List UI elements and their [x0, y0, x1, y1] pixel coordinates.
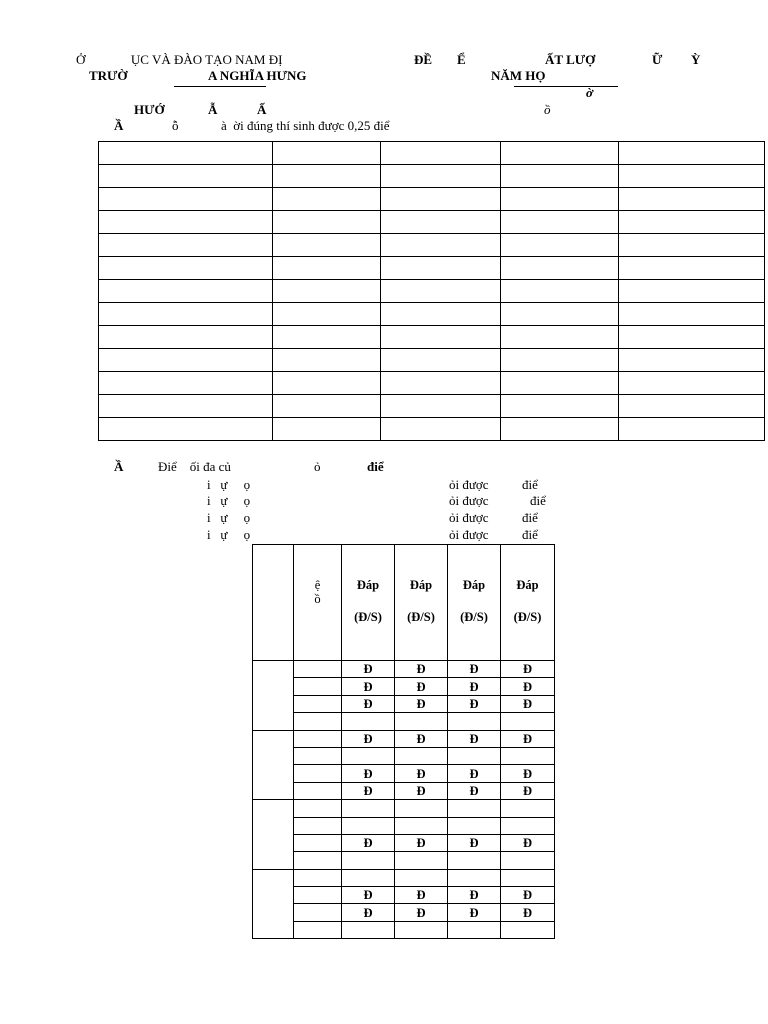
table-row	[253, 869, 555, 886]
table-row	[99, 418, 765, 441]
statement-cell	[294, 869, 342, 886]
rule-right: điể	[522, 477, 538, 492]
table-row	[99, 165, 765, 188]
answer-cell: Đ	[342, 695, 395, 712]
multiple-choice-answer-table	[98, 141, 765, 441]
answer-cell	[448, 869, 501, 886]
rule-left: i ự ọ	[207, 510, 251, 525]
answer-header-bottom: (Đ/S)	[460, 610, 488, 624]
rule-left: i ự ọ	[207, 493, 251, 508]
table-cell	[381, 142, 501, 165]
table-cell	[381, 188, 501, 211]
part2-text-b: ỏ	[314, 459, 321, 474]
statement-cell	[294, 661, 342, 678]
table-cell	[99, 257, 273, 280]
answer-header-top: Đáp	[462, 578, 486, 592]
answer-cell	[395, 869, 448, 886]
table-cell	[501, 303, 619, 326]
question-cell	[253, 869, 294, 939]
statement-cell	[294, 730, 342, 747]
answer-cell: Đ	[395, 887, 448, 904]
answer-cell	[501, 800, 555, 817]
table-row	[99, 303, 765, 326]
table-cell	[381, 395, 501, 418]
answer-header-top: Đáp	[409, 578, 433, 592]
answer-cell: Đ	[448, 730, 501, 747]
answer-cell	[395, 852, 448, 869]
exam-title-c: ẤT LƯỢ	[545, 52, 596, 67]
part1-text-b: à ời đúng thí sinh được 0,25 điể	[221, 118, 390, 133]
answer-header-cell	[501, 545, 555, 661]
table-row	[99, 211, 765, 234]
guide-title-c: Ấ	[257, 102, 267, 117]
answer-cell: Đ	[342, 904, 395, 921]
table-cell	[381, 372, 501, 395]
part1-text-a: ỗ	[172, 118, 179, 133]
table-cell	[381, 349, 501, 372]
guide-title-note: ồ	[544, 102, 551, 117]
table-cell	[273, 280, 381, 303]
answer-cell: Đ	[501, 782, 555, 799]
table-cell	[619, 418, 765, 441]
table-row	[99, 280, 765, 303]
answer-cell: Đ	[501, 904, 555, 921]
answer-cell	[342, 800, 395, 817]
answer-cell: Đ	[342, 678, 395, 695]
answer-cell: Đ	[501, 887, 555, 904]
table-cell	[99, 234, 273, 257]
answer-cell: Đ	[448, 695, 501, 712]
table-cell	[99, 395, 273, 418]
answer-cell: Đ	[395, 782, 448, 799]
table-cell	[99, 188, 273, 211]
table-cell	[99, 211, 273, 234]
year-underline	[514, 86, 618, 87]
answer-cell: Đ	[448, 782, 501, 799]
answer-header-top: Đáp	[516, 578, 539, 592]
answer-cell: Đ	[395, 765, 448, 782]
rule-right: điể	[522, 527, 538, 542]
answer-cell	[448, 817, 501, 834]
answer-cell: Đ	[342, 782, 395, 799]
answer-cell	[448, 852, 501, 869]
answer-cell: Đ	[501, 678, 555, 695]
table-cell	[381, 326, 501, 349]
answer-cell	[448, 713, 501, 730]
table-cell	[99, 418, 273, 441]
table-cell	[273, 142, 381, 165]
answer-cell	[342, 817, 395, 834]
exam-title-b: Ể	[457, 52, 466, 67]
answer-cell	[501, 747, 555, 764]
answer-cell	[395, 713, 448, 730]
answer-cell	[342, 921, 395, 938]
table-cell	[273, 303, 381, 326]
table-cell	[99, 372, 273, 395]
answer-header-bottom: (Đ/S)	[513, 610, 542, 624]
table-cell	[619, 395, 765, 418]
department-name: Ở ỤC VÀ ĐÀO TẠO NAM ĐỊ	[76, 52, 283, 67]
table-cell	[273, 211, 381, 234]
statement-cell	[294, 800, 342, 817]
table-row	[253, 782, 555, 799]
table-row	[253, 730, 555, 747]
table-cell	[619, 211, 765, 234]
table-row	[253, 695, 555, 712]
table-cell	[501, 372, 619, 395]
answer-cell	[395, 921, 448, 938]
school-prefix: TRƯỜ	[89, 68, 128, 83]
question-cell	[253, 800, 294, 870]
statement-cell	[294, 834, 342, 851]
answer-cell: Đ	[395, 904, 448, 921]
answer-cell: Đ	[501, 730, 555, 747]
table-cell	[501, 211, 619, 234]
statement-cell	[294, 887, 342, 904]
table-cell	[501, 257, 619, 280]
rule-mid: ỏi được	[449, 477, 489, 492]
table-cell	[501, 165, 619, 188]
table-cell	[273, 257, 381, 280]
rule-right: điể	[530, 493, 546, 508]
table-cell	[273, 418, 381, 441]
table-cell	[381, 211, 501, 234]
table-cell	[619, 257, 765, 280]
exam-time: ờ	[586, 85, 593, 100]
table-cell	[273, 165, 381, 188]
table-cell	[501, 142, 619, 165]
table-cell	[501, 326, 619, 349]
answer-header-top: Đáp	[356, 578, 380, 592]
answer-header-cell	[342, 545, 395, 661]
statement-cell	[294, 817, 342, 834]
table-row	[99, 188, 765, 211]
answer-cell: Đ	[342, 765, 395, 782]
statement-header-cell	[294, 545, 342, 661]
table-cell	[381, 280, 501, 303]
table-row	[99, 326, 765, 349]
answer-cell: Đ	[342, 661, 395, 678]
answer-cell	[448, 921, 501, 938]
table-cell	[619, 303, 765, 326]
table-cell	[501, 280, 619, 303]
answer-cell: Đ	[342, 887, 395, 904]
table-cell	[99, 165, 273, 188]
answer-cell	[501, 921, 555, 938]
table-cell	[501, 395, 619, 418]
answer-cell: Đ	[395, 678, 448, 695]
table-cell	[619, 234, 765, 257]
table-cell	[619, 142, 765, 165]
table-row	[253, 713, 555, 730]
statement-cell	[294, 747, 342, 764]
answer-cell	[501, 869, 555, 886]
rule-left: i ự ọ	[207, 527, 251, 542]
rule-left: i ự ọ	[207, 477, 251, 492]
answer-cell: Đ	[448, 834, 501, 851]
school-underline	[174, 86, 266, 87]
table-cell	[381, 303, 501, 326]
table-row	[253, 661, 555, 678]
true-false-answer-table	[252, 544, 555, 939]
statement-cell	[294, 852, 342, 869]
table-row	[253, 765, 555, 782]
part2-label: Ầ	[114, 459, 124, 474]
answer-header-cell	[448, 545, 501, 661]
table-cell	[619, 188, 765, 211]
table-row	[253, 904, 555, 921]
statement-cell	[294, 904, 342, 921]
answer-header-bottom: (Đ/S)	[407, 610, 435, 624]
answer-cell: Đ	[395, 730, 448, 747]
answer-cell: Đ	[448, 661, 501, 678]
table-cell	[99, 280, 273, 303]
table-cell	[273, 234, 381, 257]
exam-title-a: ĐỀ	[414, 52, 433, 67]
table-cell	[99, 303, 273, 326]
table-cell	[501, 349, 619, 372]
answer-cell	[448, 747, 501, 764]
table-row	[99, 234, 765, 257]
question-header-cell	[253, 545, 294, 661]
answer-cell: Đ	[342, 834, 395, 851]
table-row	[253, 747, 555, 764]
table-cell	[381, 418, 501, 441]
answer-cell: Đ	[342, 730, 395, 747]
table-row	[253, 817, 555, 834]
table-row	[99, 372, 765, 395]
answer-cell: Đ	[395, 834, 448, 851]
table-cell	[99, 349, 273, 372]
table-row	[253, 834, 555, 851]
answer-cell: Đ	[448, 678, 501, 695]
school-year: NĂM HỌ	[491, 68, 546, 83]
answer-cell	[501, 713, 555, 730]
answer-cell	[501, 817, 555, 834]
answer-cell: Đ	[501, 661, 555, 678]
table-cell	[501, 234, 619, 257]
rule-mid: ỏi được	[449, 527, 489, 542]
exam-title-e: Ỳ	[691, 52, 701, 67]
answer-cell	[448, 800, 501, 817]
table-cell	[99, 326, 273, 349]
guide-title-b: Ẫ	[208, 102, 218, 117]
answer-cell: Đ	[448, 887, 501, 904]
rule-right: điể	[522, 510, 538, 525]
table-row	[99, 142, 765, 165]
answer-cell: Đ	[501, 834, 555, 851]
table-row	[99, 257, 765, 280]
school-name: A NGHĨA HƯNG	[208, 68, 307, 83]
answer-cell	[342, 852, 395, 869]
table-cell	[619, 372, 765, 395]
answer-cell	[395, 817, 448, 834]
table-cell	[273, 372, 381, 395]
table-cell	[381, 234, 501, 257]
table-row	[99, 395, 765, 418]
rule-mid: ỏi được	[449, 510, 489, 525]
statement-cell	[294, 695, 342, 712]
answer-cell	[395, 747, 448, 764]
answer-cell: Đ	[395, 661, 448, 678]
answer-cell	[342, 747, 395, 764]
table-cell	[501, 418, 619, 441]
part2-text-a: Điể ối đa củ	[158, 459, 231, 474]
part2-text-c: điể	[367, 459, 384, 474]
table-row	[99, 349, 765, 372]
statement-cell	[294, 765, 342, 782]
answer-header-bottom: (Đ/S)	[354, 610, 382, 624]
table-cell	[619, 349, 765, 372]
exam-title-d: Ữ	[652, 52, 663, 67]
statement-cell	[294, 678, 342, 695]
table-row	[253, 800, 555, 817]
table-row	[253, 887, 555, 904]
answer-cell	[342, 869, 395, 886]
table-row	[253, 921, 555, 938]
answer-cell: Đ	[501, 695, 555, 712]
answer-cell: Đ	[448, 904, 501, 921]
table-cell	[619, 280, 765, 303]
statement-cell	[294, 782, 342, 799]
guide-title-a: HƯỚ	[134, 102, 165, 117]
answer-cell: Đ	[448, 765, 501, 782]
table-cell	[273, 349, 381, 372]
rule-mid: ỏi được	[449, 493, 489, 508]
table-cell	[619, 326, 765, 349]
table-cell	[273, 326, 381, 349]
question-cell	[253, 730, 294, 800]
table-cell	[273, 188, 381, 211]
answer-cell: Đ	[501, 765, 555, 782]
table-cell	[99, 142, 273, 165]
table-cell	[273, 395, 381, 418]
table-cell	[501, 188, 619, 211]
table-cell	[619, 165, 765, 188]
table-cell	[381, 165, 501, 188]
statement-header-a: ệ	[314, 578, 321, 592]
answer-cell	[501, 852, 555, 869]
question-cell	[253, 661, 294, 731]
statement-cell	[294, 921, 342, 938]
answer-cell	[395, 800, 448, 817]
statement-header-b: ồ	[314, 592, 321, 606]
answer-header-cell	[395, 545, 448, 661]
part1-label: Ầ	[114, 118, 124, 133]
answer-cell: Đ	[395, 695, 448, 712]
table-cell	[381, 257, 501, 280]
statement-cell	[294, 713, 342, 730]
answer-cell	[342, 713, 395, 730]
table-row	[253, 678, 555, 695]
table-row	[253, 852, 555, 869]
